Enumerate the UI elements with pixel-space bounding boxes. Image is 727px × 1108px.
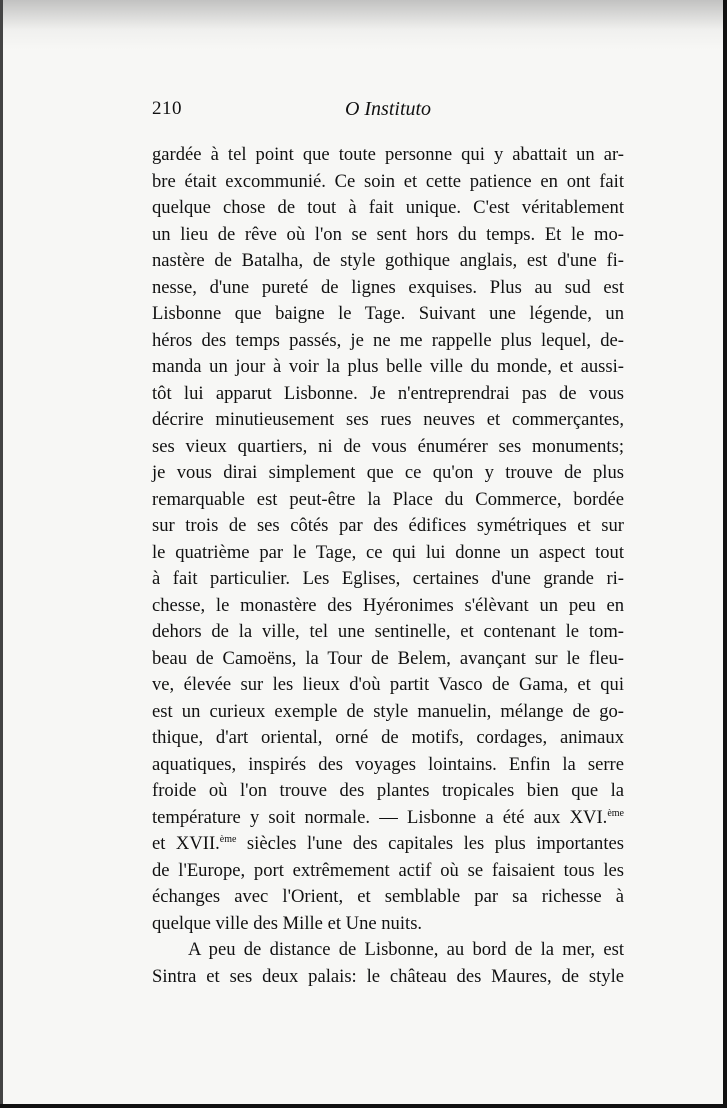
text-line: froide où l'on trouve des plantes tropicales bien que la xyxy=(152,780,624,801)
text-line: héros des temps passés, je ne me rappelle plus lequel, de- xyxy=(152,329,624,351)
body-text xyxy=(152,142,624,990)
line-text: siècles l'une des capitales les plus importantes xyxy=(236,833,624,854)
text-line xyxy=(152,805,624,832)
page-number: 210 xyxy=(152,98,182,119)
text-line: un lieu de rêve où l'on se sent hors du temps. Et le mo- xyxy=(152,223,624,245)
text-line: A peu de distance de Lisbonne, au bord de la mer, est xyxy=(188,939,624,960)
text-line: décrire minutieusement ses rues neuves et commerçantes, xyxy=(152,409,624,430)
text-line: beau de Camoëns, la Tour de Belem, avançant sur le fleu- xyxy=(152,647,624,669)
text-line: Sintra et ses deux palais: le château des Maures, de style xyxy=(152,965,624,987)
text-line: à fait particulier. Les Eglises, certaines d'une grande ri- xyxy=(152,568,624,589)
text-line: aquatiques, inspirés des voyages lointains. Enfin la serre xyxy=(152,753,624,775)
text-line: le quatrième par le Tage, ce qui lui donne un aspect tout xyxy=(152,541,624,563)
text-line: dehors de la ville, tel une sentinelle, et contenant le tom- xyxy=(152,621,624,642)
text-line: Lisbonne que baigne le Tage. Suivant une légende, un xyxy=(152,303,624,324)
text-line: thique, d'art oriental, orné de motifs, cordages, animaux xyxy=(152,727,624,748)
page-edge xyxy=(0,0,3,1108)
running-title: O Instituto xyxy=(344,98,432,120)
text-line: nesse, d'une pureté de lignes exquises. Plus au sud est xyxy=(152,276,624,298)
text-line: quelque chose de tout à fait unique. C'est véritablement xyxy=(152,197,624,218)
text-line: je vous dirai simplement que ce qu'on y trouve de plus xyxy=(152,462,624,483)
scan-shadow xyxy=(0,0,727,50)
page-header xyxy=(152,98,624,124)
line-text: température y soit normale. — Lisbonne a été aux XVI. xyxy=(152,806,608,828)
text-line: est un curieux exemple de style manuelin, mélange de go- xyxy=(152,700,624,722)
text-line: manda un jour à voir la plus belle ville du monde, et aussi- xyxy=(152,356,624,377)
text-line: bre était excommunié. Ce soin et cette patience en ont fait xyxy=(152,170,624,192)
text-line xyxy=(152,831,624,858)
text-line: ve, élevée sur les lieux d'où partit Vasco de Gama, et qui xyxy=(152,674,624,695)
text-line: tôt lui apparut Lisbonne. Je n'entreprendrai pas de vous xyxy=(152,382,624,404)
text-line: remarquable est peut-être la Place du Commerce, bordée xyxy=(152,488,624,510)
text-line: de l'Europe, port extrêmement actif où se faisaient tous les xyxy=(152,859,624,881)
text-line: sur trois de ses côtés par des édifices symétriques et sur xyxy=(152,515,624,536)
line-text: et XVII. xyxy=(152,833,220,854)
text-line: chesse, le monastère des Hyéronimes s'élèvant un peu en xyxy=(152,594,624,616)
text-line: nastère de Batalha, de style gothique anglais, est d'une fi- xyxy=(152,250,624,271)
superscript: ème xyxy=(607,807,624,819)
text-line: ses vieux quartiers, ni de vous énumérer ses monuments; xyxy=(152,435,624,457)
text-line: échanges avec l'Orient, et semblable par sa richesse à xyxy=(152,886,624,907)
superscript: ème xyxy=(219,834,237,845)
text-line: gardée à tel point que toute personne qui y abattait un ar- xyxy=(152,144,624,165)
text-line: quelque ville des Mille et Une nuits. xyxy=(152,912,423,934)
